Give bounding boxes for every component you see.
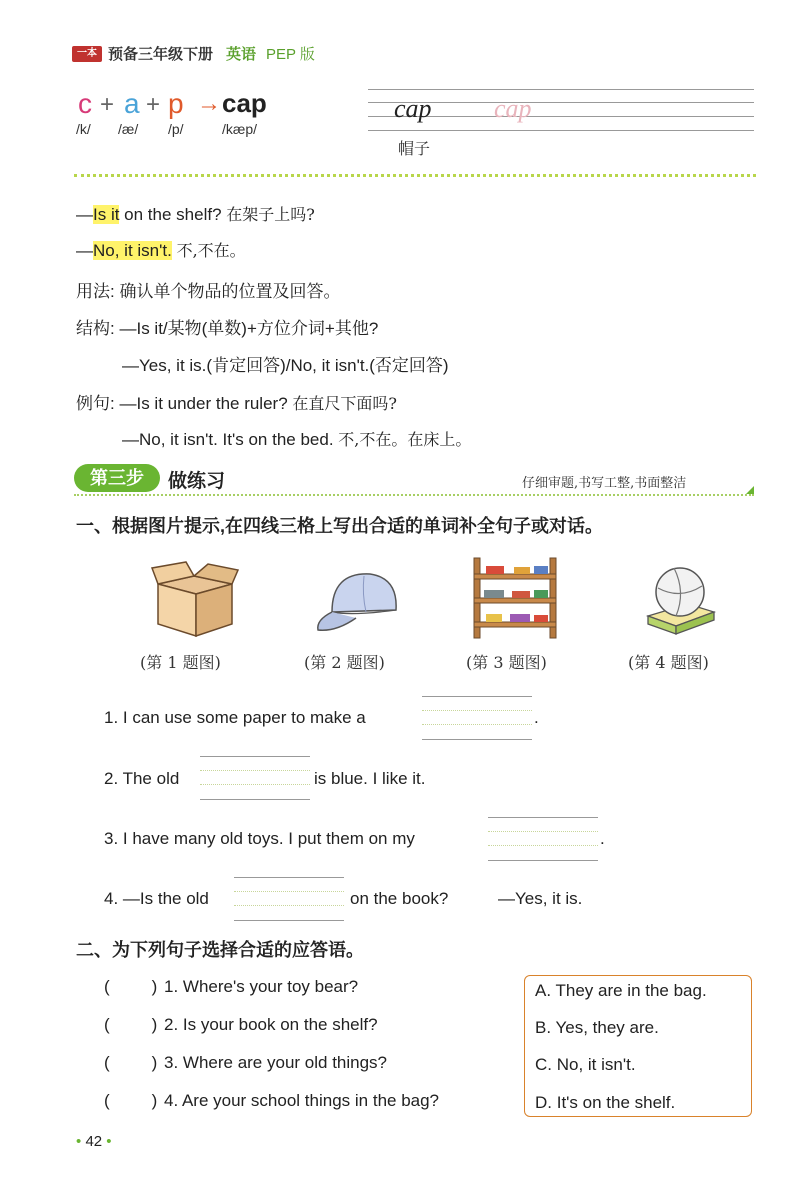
example-line-1: 例句: —Is it under the ruler? 在直尺下面吗? (76, 394, 397, 413)
answer-paren-4[interactable]: ( ) (104, 1091, 158, 1110)
cursive-trace-word: cap (494, 94, 532, 123)
ipa-c: /k/ (76, 121, 91, 137)
corner-triangle-icon (746, 486, 754, 494)
cap-icon (312, 554, 402, 640)
phonics-letter-p: p (168, 88, 184, 119)
choice-question-4: 4. Are your school things in the bag? (164, 1091, 440, 1110)
step-note: 仔细审题,书写工整,书面整洁 (522, 476, 687, 491)
answer-blank-1[interactable] (422, 696, 532, 740)
step-title: 做练习 (168, 471, 226, 492)
answer-blank-4[interactable] (234, 877, 344, 921)
phonics-letter-c: c (78, 88, 92, 119)
picture-caption-1: (第 1 题图) (140, 653, 221, 672)
choice-question-3: 3. Where are your old things? (164, 1053, 388, 1072)
plus-sign: + (146, 91, 161, 118)
ipa-p: /p/ (168, 121, 184, 137)
brand-logo: 一本 (72, 46, 102, 62)
ipa-word: /kæp/ (222, 121, 258, 137)
arrow-right-icon: → (197, 90, 221, 117)
structure-line-1: 结构: —Is it/某物(单数)+方位介词+其他? (76, 319, 379, 338)
section-2-title: 二、为下列句子选择合适的应答语。 (76, 940, 364, 960)
option-d: D. It's on the shelf. (535, 1093, 676, 1112)
question-4-mid: on the book? (350, 889, 449, 908)
answer-paren-2[interactable]: ( ) (104, 1015, 158, 1034)
choice-question-2: 2. Is your book on the shelf? (164, 1015, 378, 1034)
question-3-text: 3. I have many old toys. I put them on my (104, 829, 415, 848)
choice-question-1: 1. Where's your toy bear? (164, 977, 359, 996)
question-4-text: 4. —Is the old (104, 889, 209, 908)
phonics-word: cap (222, 88, 267, 118)
option-c: C. No, it isn't. (535, 1055, 636, 1074)
phonics-letter-a: a (124, 88, 140, 119)
edition-label: PEP 版 (266, 46, 315, 63)
question-1-end: . (534, 708, 539, 727)
dotted-divider (74, 174, 756, 177)
book-title: 预备三年级下册 (108, 46, 214, 63)
section-1-title: 一、根据图片提示,在四线三格上写出合适的单词补全句子或对话。 (76, 516, 603, 536)
step-divider (74, 494, 754, 496)
cursive-word: cap (394, 94, 432, 123)
example-line-2: —No, it isn't. It's on the bed. 不,不在。在床上。 (122, 430, 472, 449)
question-2-end: is blue. I like it. (314, 769, 426, 788)
picture-caption-2: (第 2 题图) (304, 653, 385, 672)
picture-caption-3: (第 3 题图) (466, 653, 547, 672)
word-meaning: 帽子 (398, 139, 431, 158)
dialog-answer: —No, it isn't. 不,不在。 (76, 241, 246, 260)
plus-sign: + (100, 91, 115, 118)
ball-on-book-icon (634, 554, 724, 640)
ipa-a: /æ/ (118, 121, 139, 137)
structure-line-2: —Yes, it is.(肯定回答)/No, it isn't.(否定回答) (122, 356, 449, 375)
question-3-end: . (600, 829, 605, 848)
question-1-text: 1. I can use some paper to make a (104, 708, 366, 727)
step-badge: 第三步 (74, 464, 160, 492)
question-4-answer: —Yes, it is. (498, 889, 583, 908)
answer-paren-3[interactable]: ( ) (104, 1053, 158, 1072)
page-number: • 42 • (76, 1133, 112, 1150)
option-a: A. They are in the bag. (535, 981, 707, 1000)
subject-label: 英语 (226, 46, 257, 63)
answer-blank-3[interactable] (488, 817, 598, 861)
question-2-text: 2. The old (104, 769, 180, 788)
box-icon (150, 554, 240, 640)
usage-line: 用法: 确认单个物品的位置及回答。 (76, 282, 341, 301)
answer-paren-1[interactable]: ( ) (104, 977, 158, 996)
answer-blank-2[interactable] (200, 756, 310, 800)
shelf-icon (470, 554, 560, 640)
option-b: B. Yes, they are. (535, 1018, 659, 1037)
picture-caption-4: (第 4 题图) (628, 653, 709, 672)
dialog-question: —Is it on the shelf? 在架子上吗? (76, 205, 315, 224)
